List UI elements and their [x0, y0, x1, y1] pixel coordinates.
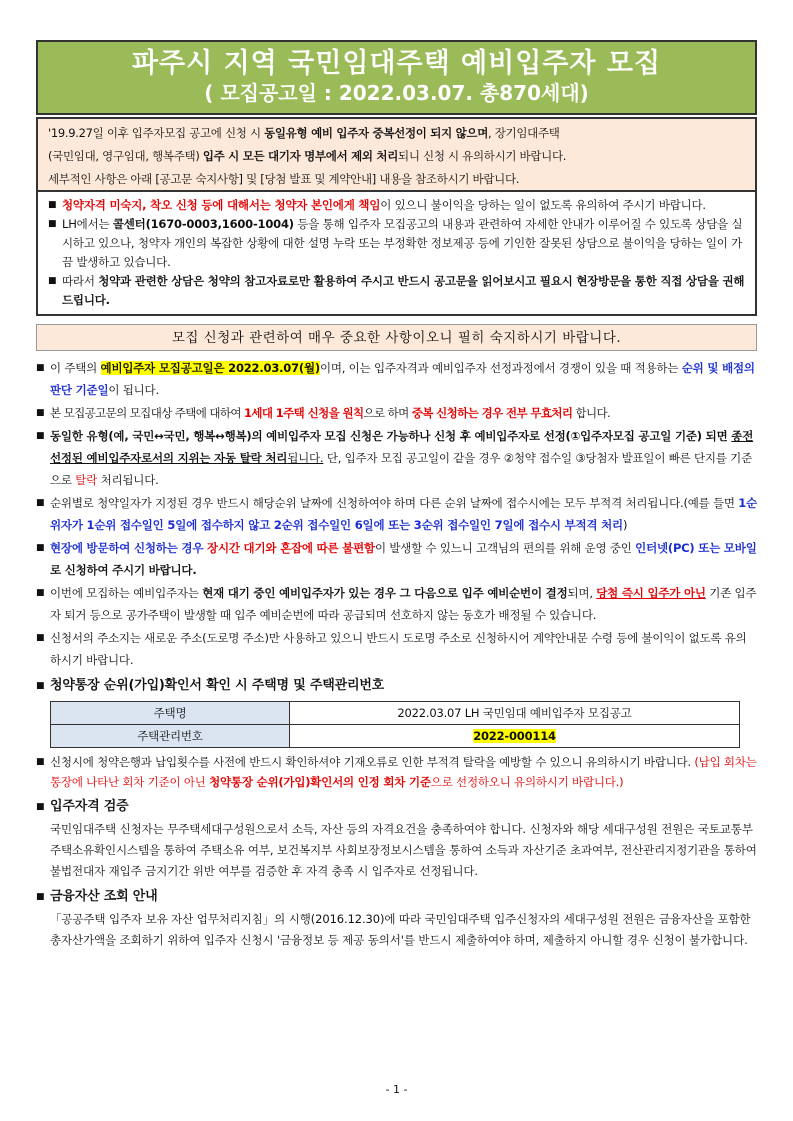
table-value [290, 725, 740, 748]
list-item: ■ 현장에 방문하여 신청하는 경우 장시간 대기와 혼잡에 따른 불편함이 발생할 수 있느니 고객님의 편의를 위해 운영 중인 인터넷(PC) 또는 모바일로 신청하여 주시기 바랍니다. [36, 537, 757, 581]
table-value: 2022.03.07 LH 국민임대 예비입주자 모집공고 [290, 702, 740, 725]
list-item: ■ 동일한 유형(예, 국민↔국민, 행복↔행복)의 예비입주자 모집 신청은 가능하나 신청 후 예비입주자로 선정(①입주자모집 공고일 기준) 되면 종전 선정된 예비입주자로서의 지위는 자동 탈락 처리됩니다. 단, 입주자 모집 공고일이 같을 경우 ②청약 접수일 ③당첨자 발표일이 빠른 단지를 기준으로 탈락 처리됩니다. [36, 425, 757, 491]
finance-section-title: ■ 금융자산 조회 안내 [36, 886, 757, 908]
title-banner [36, 40, 757, 115]
list-item: ■ 본 모집공고문의 모집대상 주택에 대하여 1세대 1주택 신청을 원칙으로 하며 중복 신청하는 경우 전부 무효처리 합니다. [36, 402, 757, 424]
bank-section-title: ■ 청약통장 순위(가입)확인서 확인 시 주택명 및 주택관리번호 [36, 675, 757, 697]
list-item: ■ 이 주택의 예비입주자 모집공고일은 2022.03.07(월)이며, 이는 입주자격과 예비입주자 선정과정에서 경쟁이 있을 때 적용하는 순위 및 배점의 판단 기준일이 됩니다. [36, 357, 757, 401]
table-row [51, 702, 740, 725]
page-number: - 1 - [385, 1083, 408, 1096]
housing-management-number: 2022-000114 [473, 729, 556, 743]
list-item: ■ 순위별로 청약일자가 지정된 경우 반드시 해당순위 날짜에 신청하여야 하며 다른 순위 날짜에 접수시에는 모두 부적격 처리됩니다.(예를 들면 1순위자가 1순위 접수일인 5일에 접수하지 않고 2순위 접수일인 6일에 또는 3순위 접수일인 7일에 접수시 부적격 처리) [36, 492, 757, 536]
housing-info-table [50, 701, 740, 748]
table-key: 주택명 [51, 702, 290, 725]
verify-body: 국민임대주택 신청자는 무주택세대구성원으로서 소득, 자산 등의 자격요건을 충족하여야 합니다. 신청자와 해당 세대구성원 전원은 국토교통부 주택소유확인시스템을 통하여 주택소유 여부, 보건복지부 사회보장정보시스템을 통하여 소득과 자산기준 초과여부, 전산관리지정기관을 통하여 불법전대자 재입주 금지기간 위반 여부를 검증한 후 자격 충족 시 입주자로 선정됩니다. [50, 822, 757, 878]
document-page [36, 40, 757, 951]
table-row [51, 725, 740, 748]
verify-section-title: ■ 입주자격 검증 [36, 796, 757, 818]
intro-line-3: 세부적인 사항은 아래 [공고문 숙지사항] 및 [당첨 발표 및 계약안내] 내용을 참조하시기 바랍니다. [48, 172, 520, 186]
warning-item: ■ 청약자격 미숙지, 착오 신청 등에 대해서는 청약자 본인에게 책임이 있으니 불이익을 당하는 일이 없도록 유의하여 주시기 바랍니다. [48, 196, 745, 215]
list-item: ■ 신청서의 주소지는 새로운 주소(도로명 주소)만 사용하고 있으니 반드시 도로명 주소로 신청하시어 계약안내문 수령 등에 불이익이 없도록 유의하시기 바랍니다. [36, 627, 757, 671]
main-content [36, 357, 757, 951]
page-title: 파주시 지역 국민임대주택 예비입주자 모집 [131, 48, 662, 79]
intro-line-2: (국민임대, 영구임대, 행복주택) 입주 시 모든 대기자 명부에서 제외 처리되니 신청 시 유의하시기 바랍니다. [48, 149, 567, 163]
page-subtitle: ( 모집공고일 : 2022.03.07. 총870세대) [204, 81, 589, 105]
list-item: ■ 신청시에 청약은행과 납입횟수를 사전에 반드시 확인하셔야 기재오류로 인한 부적격 탈락을 예방할 수 있으니 유의하시기 바랍니다. (납입 회차는 통장에 나타난 회차 기준이 아닌 청약통장 순위(가입)확인서의 인정 회차 기준으로 선정하오니 유의하시기 바랍니다.) [36, 752, 757, 792]
finance-body: 「공공주택 입주자 보유 자산 업무처리지침」의 시행(2016.12.30)에 따라 국민임대주택 입주신청자의 세대구성원 전원은 금융자산을 포함한 총자산가액을 조회하기 위하여 입주자 신청시 '금융정보 등 제공 동의서'를 반드시 제출하여야 하며, 제출하지 아니할 경우 신청이 불가합니다. [50, 912, 751, 947]
list-item: ■ 이번에 모집하는 예비입주자는 현재 대기 중인 예비입주자가 있는 경우 그 다음으로 입주 예비순번이 결정되며, 당첨 즉시 입주가 아닌 기존 입주자 퇴거 등으로 공가주택이 발생할 때 입주 예비순번에 따라 공급되며 선호하지 않는 동호가 배정될 수 있습니다. [36, 582, 757, 626]
table-key: 주택관리번호 [51, 725, 290, 748]
warning-item: ■ LH에서는 콜센터(1670-0003,1600-1004) 등을 통해 입주자 모집공고의 내용과 관련하여 자세한 안내가 이루어질 수 있도록 상담을 실시하고 있으나, 청약자 개인의 복잡한 상황에 대한 설명 누락 또는 부정확한 정보제공 등에 기인한 잘못된 상담으로 불이익을 당하는 일이 가끔 발생하고 있습니다. [48, 215, 745, 272]
notice-bar: 모집 신청과 관련하여 매우 중요한 사항이오니 필히 숙지하시기 바랍니다. [36, 324, 757, 351]
intro-box [36, 117, 757, 190]
warning-box [36, 190, 757, 316]
warning-item: ■ 따라서 청약과 관련한 상담은 청약의 참고자료로만 활용하여 주시고 반드시 공고문을 읽어보시고 필요시 현장방문을 통한 직접 상담을 권해드립니다. [48, 272, 745, 310]
intro-line-1: '19.9.27일 이후 입주자모집 공고에 신청 시 동일유형 예비 입주자 중복선정이 되지 않으며, 장기임대주택 [48, 126, 560, 140]
